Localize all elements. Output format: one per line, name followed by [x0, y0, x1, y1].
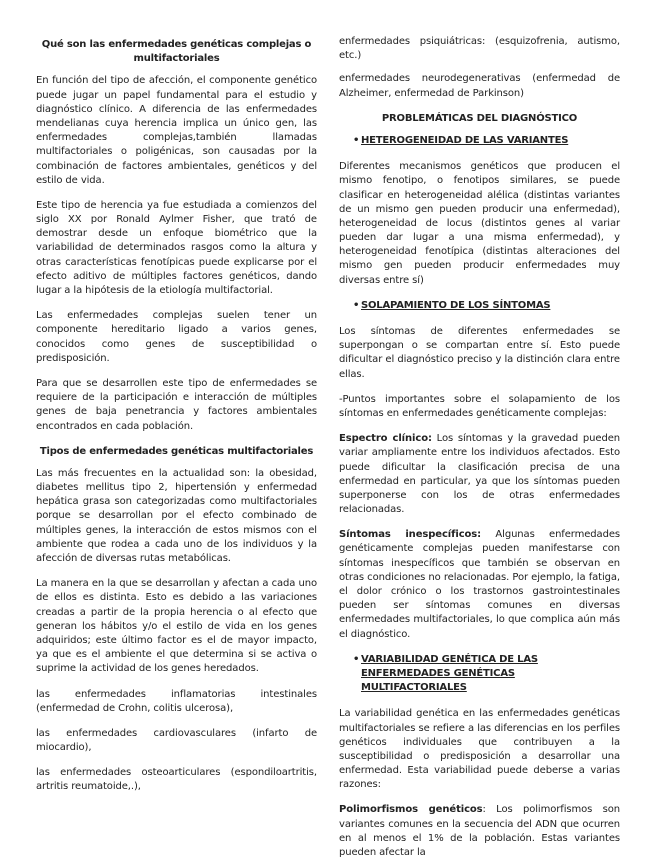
term-clinical-spectrum: Espectro clínico:: [339, 433, 432, 445]
term-polymorphisms: Polimorfismos genéticos: [339, 804, 483, 816]
left-column: [36, 38, 317, 848]
paragraph-symptom-overlap: Los síntomas de diferentes enfermedades se superpongan o se compartan entre sí. Esto puede dificultar el diagnóstico preciso y la distinción clara entre ellas.: [339, 326, 620, 380]
bullet-heading-symptom-overlap: SOLAPAMIENTO DE LOS SÍNTOMAS: [361, 299, 551, 311]
text-polymorphisms: : Los polimorfismos son variantes comunes en la secuencia del ADN que ocurren en al menos el 1% de la población. Estas variantes pueden afectar la: [339, 804, 620, 858]
paragraph-nonspecific-symptoms: [339, 528, 620, 642]
paragraph-genetic-variability: La variabilidad genética en las enfermedades genéticas multifactoriales se refiere a las diferencias en los perfiles genéticos individuales que contribuyen a la susceptibilidad o predisposición a desarrollar una enfermedad. Esta variabilidad puede deberse a varias razones:: [339, 708, 620, 791]
bullet-icon: •: [353, 653, 360, 665]
paragraph-susceptibility-genes: Las enfermedades complejas suelen tener un componente hereditario ligado a varios genes, conocidos como genes de susceptibilidad o predisposición.: [36, 310, 317, 364]
bullet-icon: •: [353, 299, 360, 311]
text-clinical-spectrum: Los síntomas y la gravedad pueden variar ampliamente entre los individuos afectados. Esto puede dificultar la clasificación precisa de una enfermedad en particular, ya que los síntomas pueden superponerse con los de otras enfermedades relacionadas.: [339, 433, 620, 516]
paragraph-key-points: -Puntos importantes sobre el solapamiento de los síntomas en enfermedades genéticamente complejas:: [339, 393, 620, 419]
paragraph-psychiatric: enfermedades psiquiátricas: (esquizofrenia, autismo, etc.): [339, 36, 620, 62]
bullet-heading-heterogeneity: HETEROGENEIDAD DE LAS VARIANTES: [361, 134, 569, 146]
paragraph-development: La manera en la que se desarrollan y afectan a cada uno de ellos es distinta. Esto es debido a las variaciones creadas a partir de la propia herencia o al efecto que generan los hábitos y/o el estilo de vida en los genes adquiridos; este último factor es el de mayor impacto, ya que es el ambiente el que determina si se activa o suprime la actividad de los genes heredados.: [36, 578, 317, 675]
bullet-genetic-variability: [339, 653, 620, 696]
paragraph-cardiovascular: las enfermedades cardiovasculares (infarto de miocardio),: [36, 727, 317, 754]
paragraph-neurodegenerative: enfermedades neurodegenerativas (enfermedad de Alzheimer, enfermedad de Parkinson): [339, 73, 620, 99]
paragraph-frequent-diseases: Las más frecuentes en la actualidad son: la obesidad, diabetes mellitus tipo 2, hipertensión y enfermedad hepática grasa son categorizadas como multifactoriales porque se desarrollan por el efecto combinado de múltiples genes, la interacción de estos mismos con el ambiente que rodea a cada uno de los individuos y la afección de diversas rutas metabólicas.: [36, 467, 317, 564]
paragraph-inflammatory: las enfermedades inflamatorias intestinales (enfermedad de Crohn, colitis ulcerosa),: [36, 688, 317, 714]
section-title-diagnosis-problems: PROBLEMÁTICAS DEL DIAGNÓSTICO: [381, 112, 578, 124]
paragraph-intro: En función del tipo de afección, el componente genético puede jugar un papel fundamental para el estudio y diagnóstico clínico. A diferencia de las enfermedades mendelianas cuya herencia implica un único gen, las enfermedades complejas,también llamadas multifactoriales o poligénicas, son causadas por la combinación de factores ambientales, genéticos y del estilo de vida.: [36, 75, 317, 186]
paragraph-fisher: Este tipo de herencia ya fue estudiada a comienzos del siglo XX por Ronald Aylmer Fisher, que trató de demostrar desde un enfoque biométrico que la variabilidad de determinados rasgos como la altura y otras características fenotípicas puede explicarse por el efecto aditivo de múltiples factores genéticos, dando lugar a la hipótesis de la etiología multifactorial.: [36, 199, 317, 296]
term-nonspecific-symptoms: Síntomas inespecíficos:: [339, 529, 482, 541]
text-nonspecific-symptoms: Algunas enfermedades genéticamente complejas pueden manifestarse con síntomas inespecíficos que también se observan en otras condiciones no relacionadas. Por ejemplo, la fatiga, el dolor crónico o los trastornos gastrointestinales pueden ser síntomas comunes en diversas enfermedades multifactoriales, lo que complica aún más el diagnóstico.: [339, 529, 620, 640]
paragraph-osteoarticular: las enfermedades osteoarticulares (espondiloartritis, artritis reumatoide,.),: [36, 767, 317, 793]
paragraph-clinical-spectrum: [339, 432, 620, 517]
right-column: [339, 35, 620, 858]
bullet-symptom-overlap: [339, 299, 620, 313]
bullet-icon: •: [353, 134, 360, 146]
bullet-heterogeneity: [339, 134, 620, 148]
paragraph-requirements: Para que se desarrollen este tipo de enfermedades se requiere de la participación e interacción de múltiples genes de baja penetrancia y factores ambientales encontrados en cada población.: [36, 377, 317, 432]
paragraph-polymorphisms: [339, 803, 620, 860]
section-title-disease-types: Tipos de enfermedades genéticas multifactoriales: [39, 445, 314, 457]
paragraph-heterogeneity: Diferentes mecanismos genéticos que producen el mismo fenotipo, o fenotipos similares, se puede clasificar en heterogeneidad alélica (distintas variantes de un mismo gen pueden producir una enfermedad), heterogeneidad de locus (distintos genes al variar pueden dar lugar a una misma enfermedad), y heterogeneidad fenotípica (distintas alteraciones del mismo gen pueden producir enfermedades muy diversas entre sí): [339, 161, 620, 286]
bullet-heading-genetic-variability: VARIABILIDAD GENÉTICA DE LAS ENFERMEDADES GENÉTICAS MULTIFACTORIALES: [361, 653, 538, 694]
section-title-complex-diseases: Qué son las enfermedades genéticas complejas o multifactoriales: [41, 39, 312, 65]
